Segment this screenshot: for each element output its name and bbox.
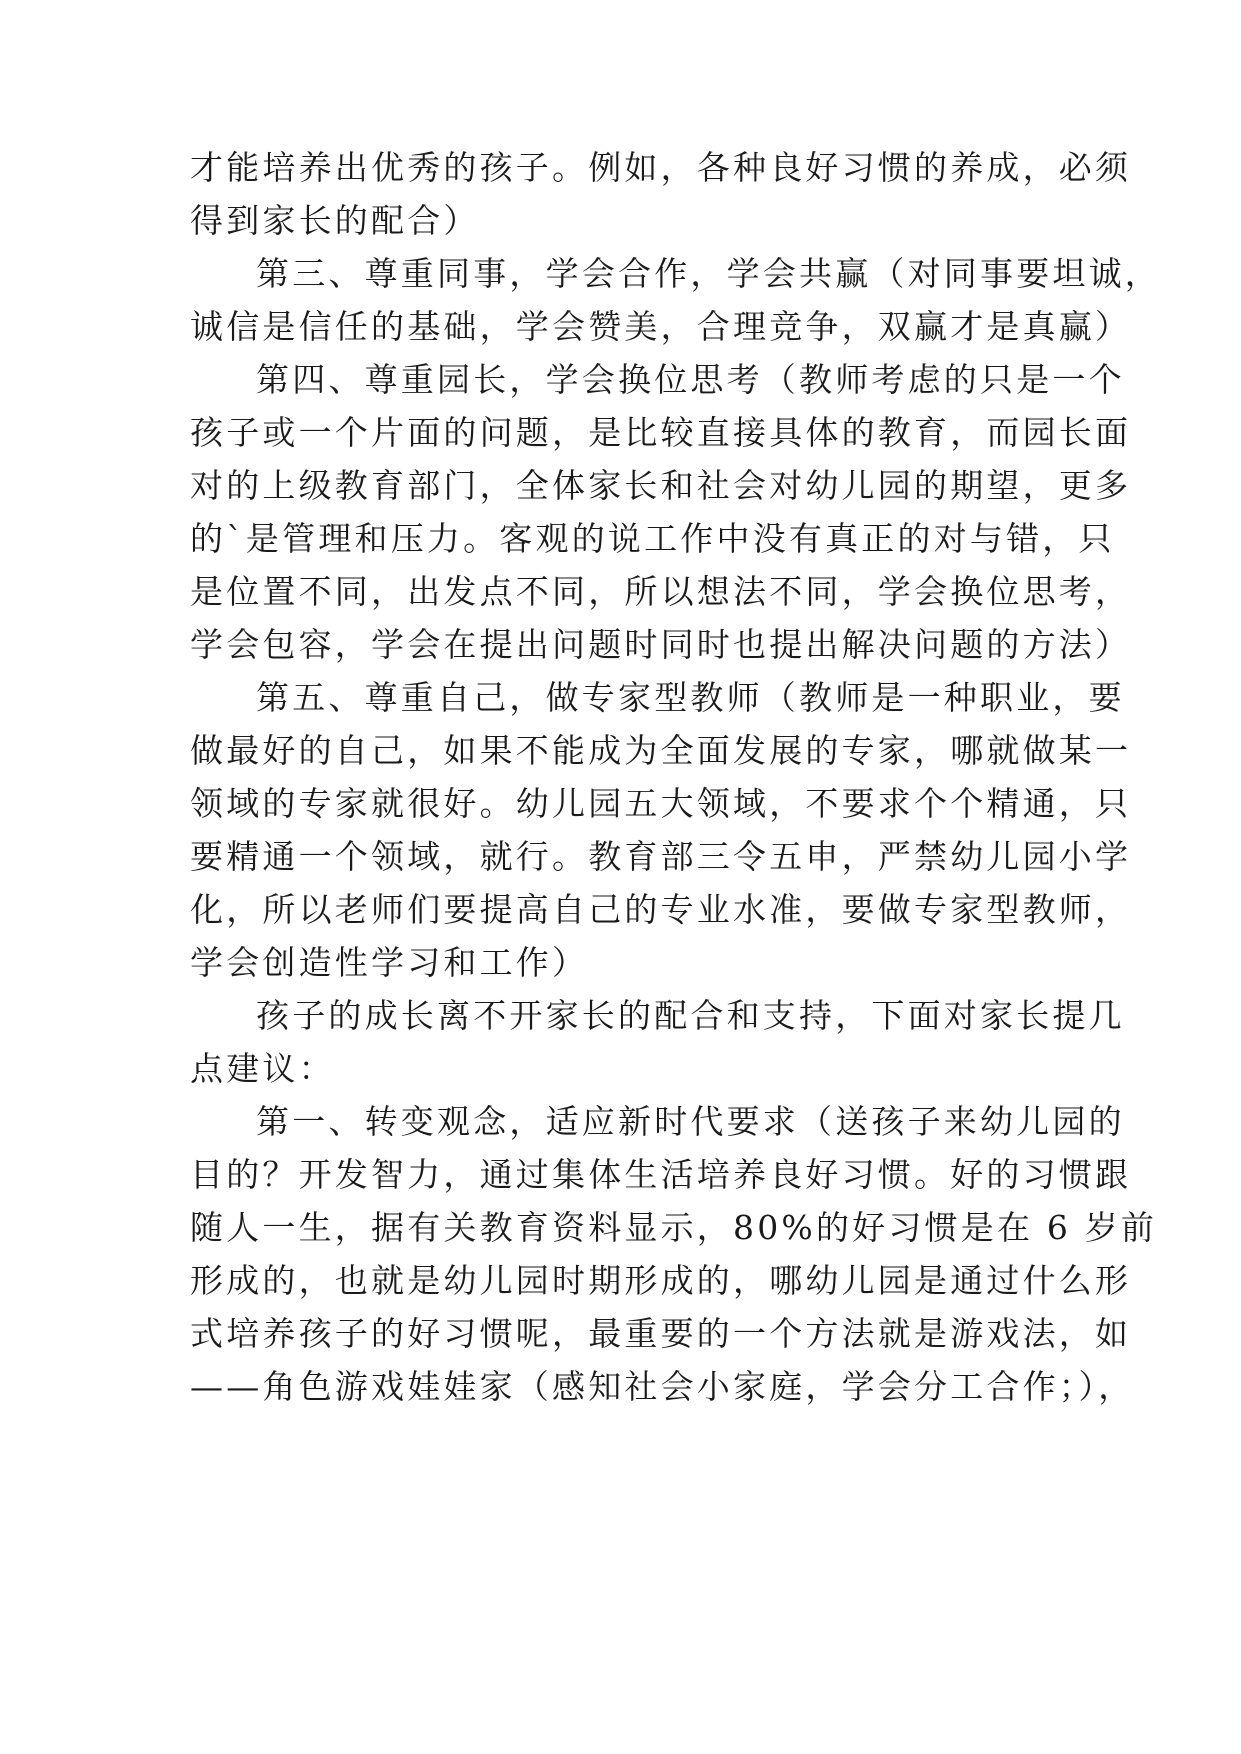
text-line: 学会包容，学会在提出问题时同时也提出解决问题的方法）	[190, 625, 1132, 664]
text-line: 要精通一个领域，就行。教育部三令五申，严禁幼儿园小学	[190, 837, 1132, 876]
paragraph-start-line: 第五、尊重自己，做专家型教师（教师是一种职业，要	[256, 678, 1125, 717]
text-line: 的`是管理和压力。客观的说工作中没有真正的对与错，只	[190, 519, 1115, 558]
text-line: 诚信是信任的基础，学会赞美，合理竞争，双赢才是真赢）	[190, 307, 1132, 346]
paragraph-start-line: 第四、尊重园长，学会换位思考（教师考虑的只是一个	[256, 360, 1125, 399]
text-line: 式培养孩子的好习惯呢，最重要的一个方法就是游戏法，如	[190, 1314, 1132, 1353]
text-line: 做最好的自己，如果不能成为全面发展的专家，哪就做某一	[190, 731, 1132, 770]
paragraph-start-line: 第一、转变观念，适应新时代要求（送孩子来幼儿园的	[256, 1102, 1125, 1141]
text-line: 化，所以老师们要提高自己的专业水准，要做专家型教师，	[190, 890, 1132, 929]
text-line: 是位置不同，出发点不同，所以想法不同，学会换位思考，	[190, 572, 1132, 611]
text-line: 目的？开发智力，通过集体生活培养良好习惯。好的习惯跟	[190, 1155, 1132, 1194]
text-line: 领域的专家就很好。幼儿园五大领域，不要求个个精通，只	[190, 784, 1132, 823]
text-line: 孩子或一个片面的问题，是比较直接具体的教育，而园长面	[190, 413, 1132, 452]
paragraph-start-line: 孩子的成长离不开家长的配合和支持，下面对家长提几	[256, 996, 1125, 1035]
text-line: 得到家长的配合）	[190, 201, 480, 240]
text-line: 才能培养出优秀的孩子。例如，各种良好习惯的养成，必须	[190, 148, 1132, 187]
text-line: 形成的，也就是幼儿园时期形成的，哪幼儿园是通过什么形	[190, 1261, 1132, 1300]
text-line: 学会创造性学习和工作）	[190, 943, 589, 982]
text-line: 对的上级教育部门，全体家长和社会对幼儿园的期望，更多	[190, 466, 1132, 505]
text-line: 随人一生，据有关教育资料显示，80%的好习惯是在 6 岁前	[190, 1208, 1158, 1247]
text-line: 点建议：	[190, 1049, 335, 1088]
paragraph-start-line: 第三、尊重同事，学会合作，学会共赢（对同事要坦诚，	[256, 254, 1161, 293]
text-line: ——角色游戏娃娃家（感知社会小家庭，学会分工合作；），	[190, 1367, 1135, 1406]
